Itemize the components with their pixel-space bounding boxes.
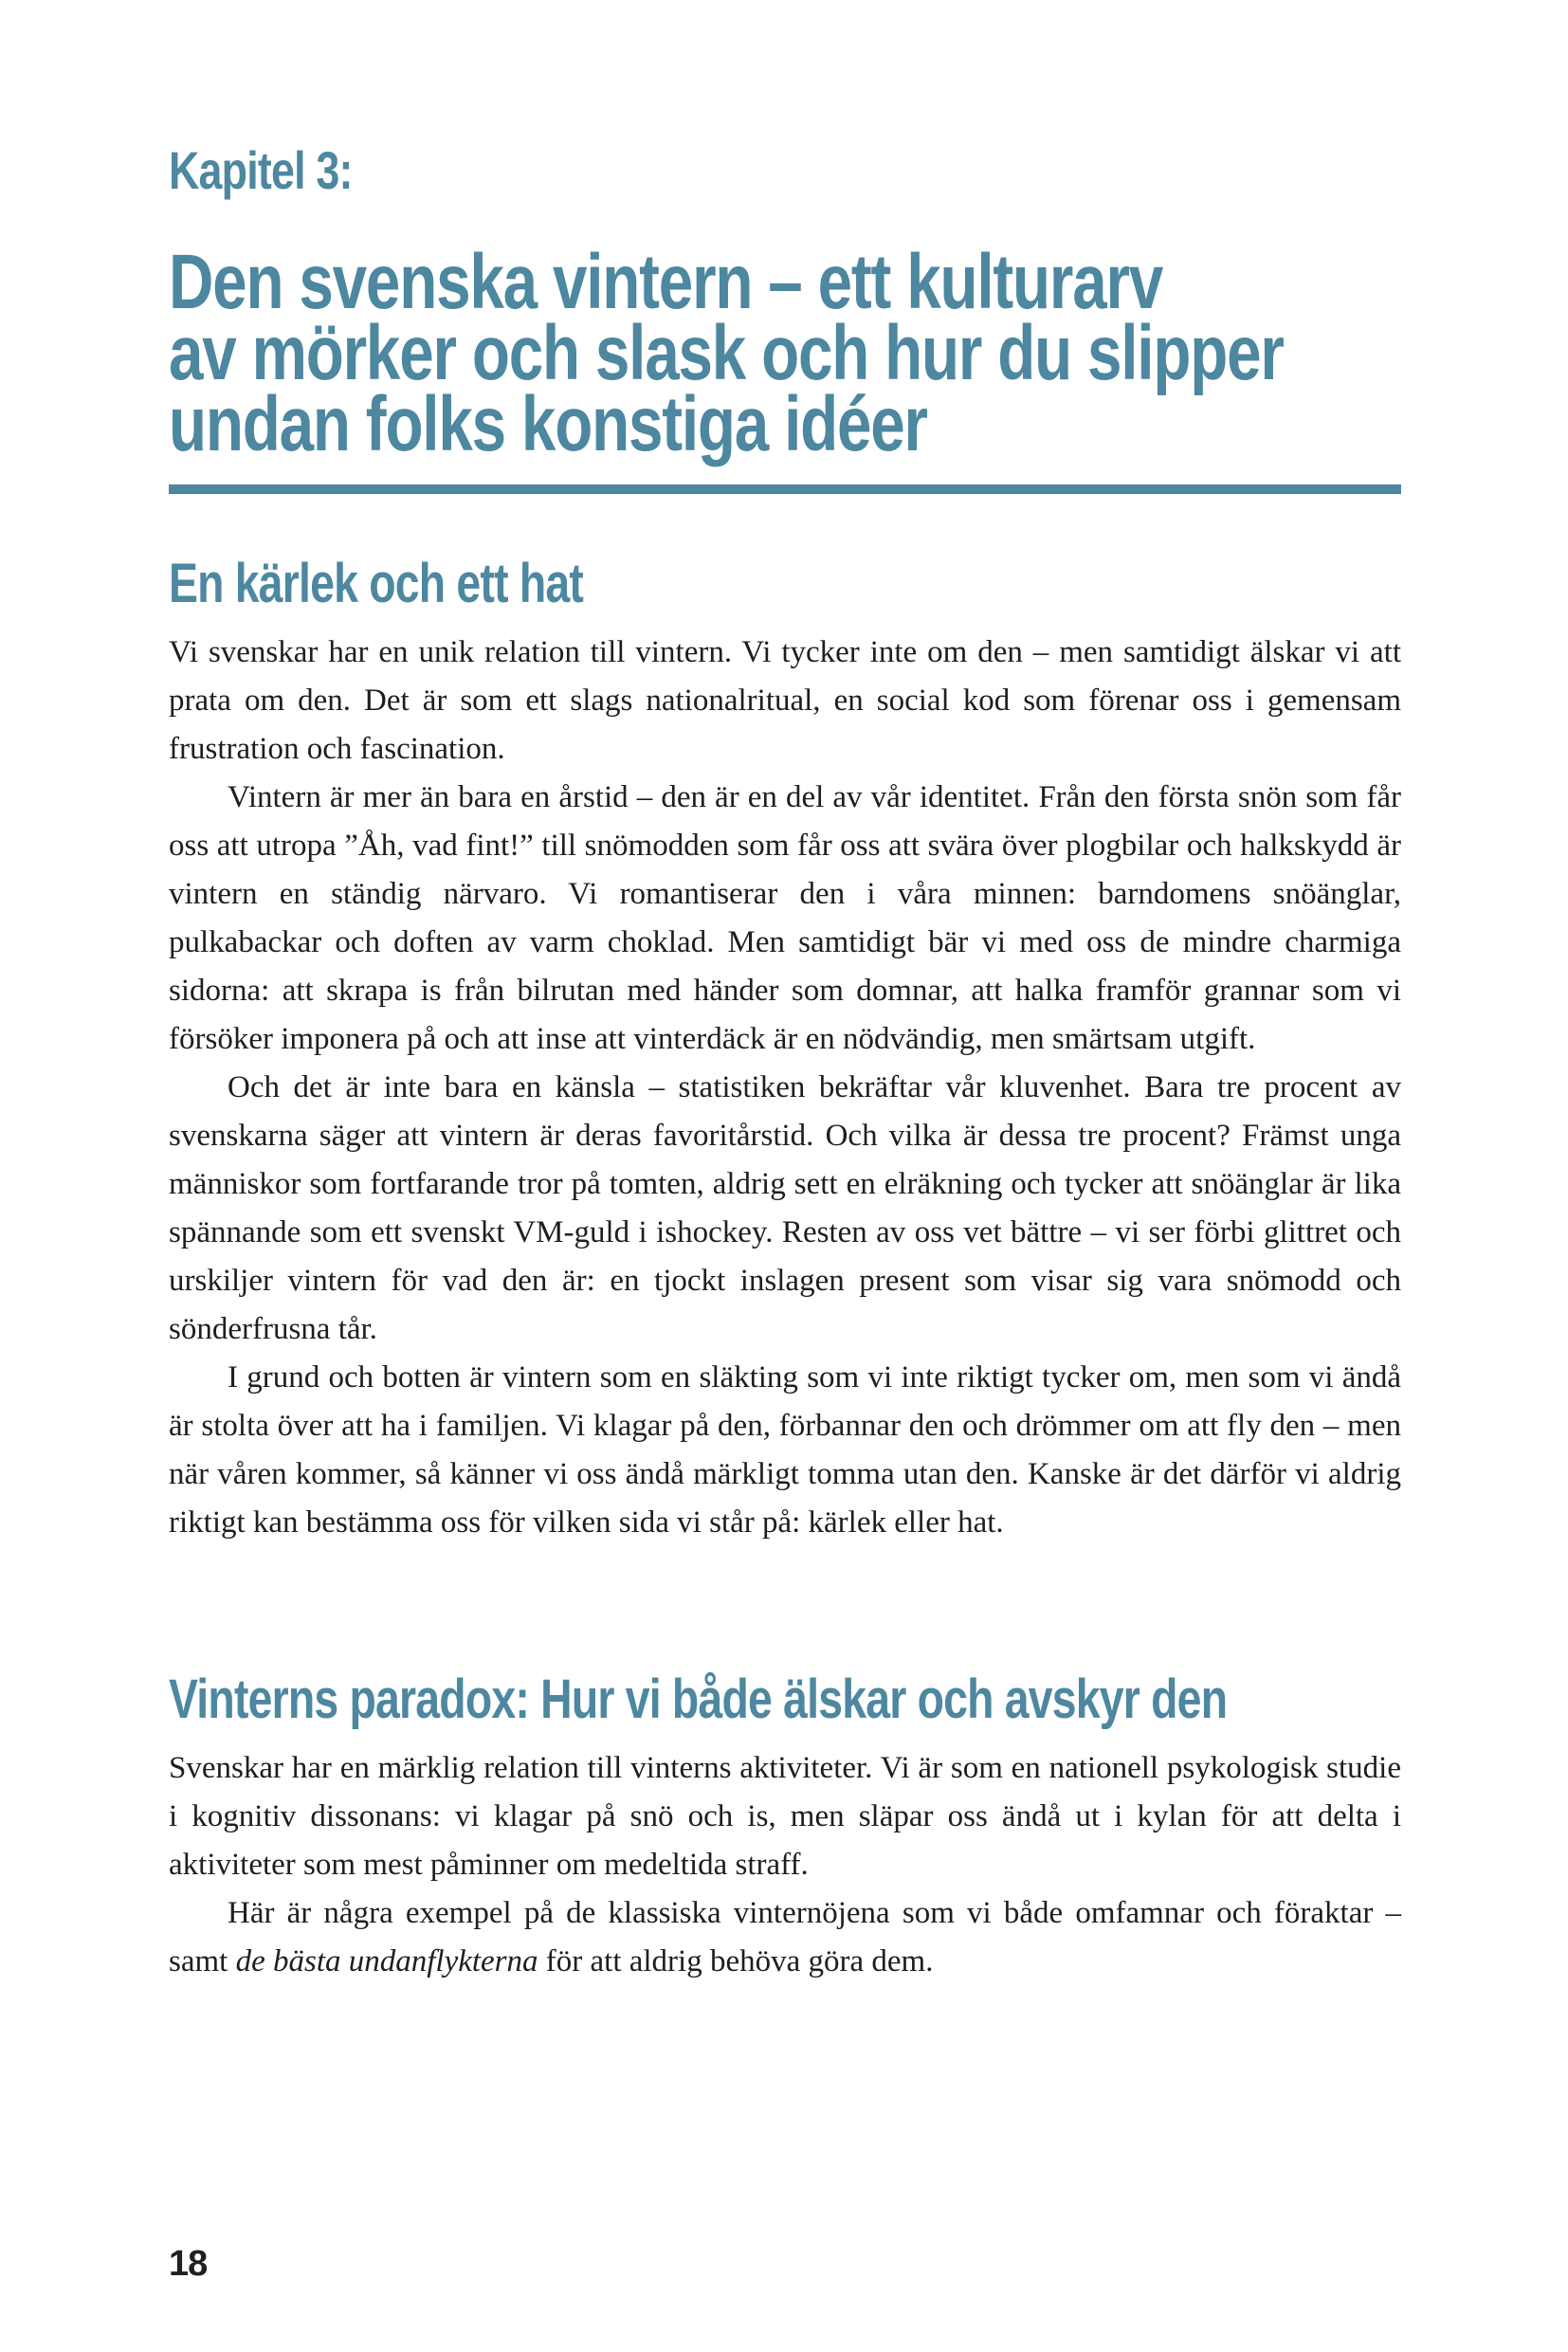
closing-text-before: Här är några exempel på de klassiska vinternöjena som vi både omfamnar och föraktar – samt bbox=[169, 1896, 1401, 1978]
section-heading-love-hate-text: En kärlek och ett hat bbox=[169, 553, 584, 614]
section-heading-paradox bbox=[169, 1670, 1401, 1729]
chapter-kicker-text: Kapitel 3: bbox=[169, 140, 353, 200]
paragraph: Vi svenskar har en unik relation till vintern. Vi tycker inte om den – men samtidigt älskar vi att prata om den. Det är som ett slags nationalritual, en social kod som förenar oss i gemensam frustration och fascination. bbox=[169, 635, 1401, 766]
paragraph bbox=[169, 1889, 1401, 1986]
section-heading-love-hate bbox=[169, 555, 1401, 613]
paragraph: Vintern är mer än bara en årstid – den är en del av vår identitet. Från den första snön som får oss att utropa ”Åh, vad fint!” till snömodden som får oss att svära över plogbilar och halkskydd är vintern en ständig närvaro. Vi romantiserar den i våra minnen: barndomens snöänglar, pulkabackar och doften av varm choklad. Men samtidigt bär vi med oss de mindre charmiga sidorna: att skrapa is från bilrutan med händer som domnar, att halka framför grannar som vi försöker imponera på och att inse att vinterdäck är en nödvändig, men smärtsam utgift. bbox=[169, 780, 1401, 1056]
chapter-title-line bbox=[169, 381, 1401, 467]
paragraph: Och det är inte bara en känsla – statistiken bekräftar vår kluvenhet. Bara tre procent av svenskarna säger att vintern är deras favoritårstid. Och vilka är dessa tre procent? Främst unga människor som fortfarande tror på tomten, aldrig sett en elräkning och tycker att snöänglar är lika spännande som ett svenskt VM-guld i ishockey. Resten av oss vet bättre – vi ser förbi glittret och urskiljer vintern för vad den är: en tjockt inslagen present som visar sig vara snömodd och sönderfrusna tår. bbox=[169, 1070, 1401, 1346]
chapter-title-line bbox=[169, 310, 1401, 396]
chapter-title-line-3: undan folks konstiga idéer bbox=[169, 381, 927, 467]
divider-rule bbox=[169, 484, 1401, 494]
chapter-title-line bbox=[169, 239, 1401, 325]
paragraph: Svenskar har en märklig relation till vinterns aktiviteter. Vi är som en nationell psykologisk studie i kognitiv dissonans: vi klagar på snö och is, men släpar oss ändå ut i kylan för att delta i aktiviteter som mest påminner om medeltida straff. bbox=[169, 1751, 1401, 1882]
closing-text-italic: de bästa undanflykterna bbox=[235, 1944, 538, 1978]
chapter-kicker bbox=[169, 142, 1401, 199]
chapter-title bbox=[169, 239, 1401, 467]
closing-text-after: för att aldrig behöva göra dem. bbox=[538, 1944, 934, 1978]
chapter-title-line-1: Den svenska vintern – ett kulturarv bbox=[169, 239, 1163, 325]
text-column bbox=[169, 0, 1401, 1986]
chapter-title-line-2: av mörker och slask och hur du slipper bbox=[169, 310, 1284, 396]
section-heading-paradox-text: Vinterns paradox: Hur vi både älskar och avskyr den bbox=[169, 1668, 1228, 1730]
paragraph: I grund och botten är vintern som en släkting som vi inte riktigt tycker om, men som vi ändå är stolta över att ha i familjen. Vi klagar på den, förbannar den och drömmer om att fly den – men när våren kommer, så känner vi oss ändå märkligt tomma utan den. Kanske är det därför vi aldrig riktigt kan bestämma oss för vilken sida vi står på: kärlek eller hat. bbox=[169, 1360, 1401, 1540]
page-number: 18 bbox=[169, 2244, 208, 2284]
